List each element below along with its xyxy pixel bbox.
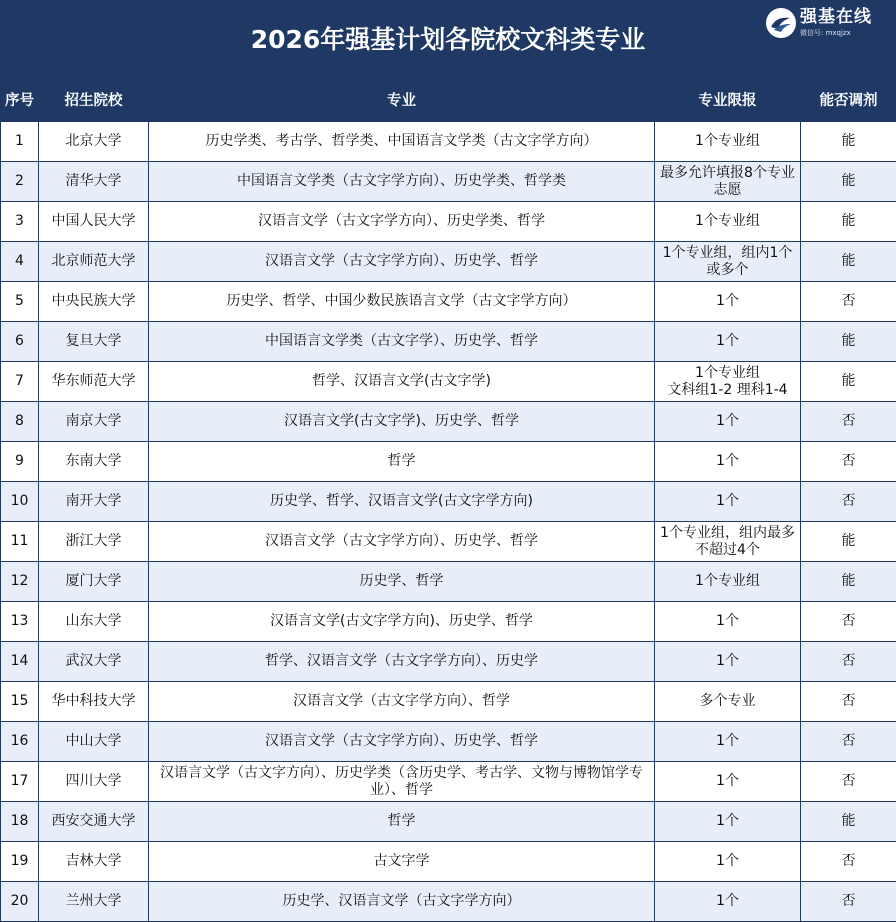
cell-limit: 1个 — [655, 602, 801, 642]
cell-adjust: 能 — [801, 322, 896, 362]
brand-logo — [766, 6, 888, 40]
cell-adjust: 能 — [801, 162, 896, 202]
cell-major: 哲学、汉语言文学(古文字学) — [149, 362, 655, 402]
cell-no: 14 — [1, 642, 39, 682]
cell-no: 4 — [1, 242, 39, 282]
cell-limit: 1个 — [655, 802, 801, 842]
table-row — [1, 362, 896, 402]
header-limit: 专业限报 — [655, 81, 801, 122]
cell-limit: 1个 — [655, 322, 801, 362]
cell-no: 5 — [1, 282, 39, 322]
cell-adjust: 否 — [801, 402, 896, 442]
table-row — [1, 322, 896, 362]
cell-adjust: 能 — [801, 122, 896, 162]
table-row — [1, 562, 896, 602]
cell-limit: 1个专业组 文科组1-2 理科1-4 — [655, 362, 801, 402]
cell-school: 中山大学 — [39, 722, 149, 762]
cell-school: 北京师范大学 — [39, 242, 149, 282]
table-row — [1, 882, 896, 922]
cell-school: 南京大学 — [39, 402, 149, 442]
cell-major: 汉语言文学（古文字方向）、历史学类（含历史学、考古学、文物与博物馆学专业）、哲学 — [149, 762, 655, 802]
cell-limit: 1个专业组，组内最多不超过4个 — [655, 522, 801, 562]
wave-icon — [766, 8, 796, 38]
table-row — [1, 842, 896, 882]
cell-limit: 1个 — [655, 402, 801, 442]
cell-major: 历史学、哲学、中国少数民族语言文学（古文字学方向） — [149, 282, 655, 322]
cell-adjust: 否 — [801, 882, 896, 922]
cell-no: 17 — [1, 762, 39, 802]
cell-school: 浙江大学 — [39, 522, 149, 562]
cell-no: 15 — [1, 682, 39, 722]
table-row — [1, 522, 896, 562]
cell-adjust: 能 — [801, 362, 896, 402]
cell-limit: 1个专业组 — [655, 122, 801, 162]
table-header-row — [1, 81, 896, 122]
header-school: 招生院校 — [39, 81, 149, 122]
cell-school: 中央民族大学 — [39, 282, 149, 322]
cell-major: 历史学、哲学 — [149, 562, 655, 602]
table-row — [1, 162, 896, 202]
table-row — [1, 402, 896, 442]
cell-limit: 1个 — [655, 442, 801, 482]
cell-limit: 1个 — [655, 722, 801, 762]
cell-adjust: 能 — [801, 802, 896, 842]
cell-major: 中国语言文学类（古文字学）、历史学、哲学 — [149, 322, 655, 362]
cell-limit: 1个专业组 — [655, 202, 801, 242]
cell-school: 东南大学 — [39, 442, 149, 482]
page-title: 2026年强基计划各院校文科类专业 — [0, 0, 896, 80]
cell-school: 华东师范大学 — [39, 362, 149, 402]
cell-adjust: 能 — [801, 202, 896, 242]
cell-limit: 1个 — [655, 642, 801, 682]
table-row — [1, 602, 896, 642]
cell-no: 8 — [1, 402, 39, 442]
cell-major: 汉语言文学（古文字学方向）、历史学类、哲学 — [149, 202, 655, 242]
cell-adjust: 否 — [801, 482, 896, 522]
cell-limit: 1个 — [655, 282, 801, 322]
header-adjust: 能否调剂 — [801, 81, 896, 122]
cell-school: 吉林大学 — [39, 842, 149, 882]
majors-table — [0, 80, 896, 922]
cell-major: 汉语言文学（古文字学方向）、历史学、哲学 — [149, 522, 655, 562]
cell-major: 历史学、哲学、汉语言文学(古文字学方向) — [149, 482, 655, 522]
table-row — [1, 242, 896, 282]
header-major: 专业 — [149, 81, 655, 122]
cell-major: 历史学、汉语言文学（古文字学方向） — [149, 882, 655, 922]
cell-no: 19 — [1, 842, 39, 882]
table-row — [1, 762, 896, 802]
cell-major: 汉语言文学（古文字学方向）、哲学 — [149, 682, 655, 722]
cell-major: 汉语言文学（古文字学方向）、历史学、哲学 — [149, 242, 655, 282]
cell-adjust: 否 — [801, 682, 896, 722]
cell-adjust: 否 — [801, 282, 896, 322]
table-row — [1, 802, 896, 842]
cell-limit: 多个专业 — [655, 682, 801, 722]
logo-name: 强基在线 — [800, 6, 890, 28]
cell-school: 复旦大学 — [39, 322, 149, 362]
cell-no: 7 — [1, 362, 39, 402]
logo-wechat-id: 微信号: mxqjzx — [800, 28, 890, 38]
cell-school: 山东大学 — [39, 602, 149, 642]
table-row — [1, 482, 896, 522]
cell-school: 兰州大学 — [39, 882, 149, 922]
cell-school: 北京大学 — [39, 122, 149, 162]
cell-no: 11 — [1, 522, 39, 562]
cell-school: 西安交通大学 — [39, 802, 149, 842]
cell-no: 20 — [1, 882, 39, 922]
cell-school: 南开大学 — [39, 482, 149, 522]
header-no: 序号 — [1, 81, 39, 122]
cell-no: 16 — [1, 722, 39, 762]
cell-major: 中国语言文学类（古文字学方向）、历史学类、哲学类 — [149, 162, 655, 202]
cell-limit: 1个专业组 — [655, 562, 801, 602]
cell-no: 6 — [1, 322, 39, 362]
cell-major: 哲学、汉语言文学（古文字学方向）、历史学 — [149, 642, 655, 682]
cell-no: 13 — [1, 602, 39, 642]
cell-no: 18 — [1, 802, 39, 842]
cell-adjust: 否 — [801, 642, 896, 682]
cell-major: 汉语言文学(古文字学)、历史学、哲学 — [149, 402, 655, 442]
table-row — [1, 282, 896, 322]
cell-no: 10 — [1, 482, 39, 522]
cell-school: 厦门大学 — [39, 562, 149, 602]
cell-adjust: 否 — [801, 762, 896, 802]
table-row — [1, 682, 896, 722]
cell-major: 汉语言文学（古文字学方向）、历史学、哲学 — [149, 722, 655, 762]
cell-school: 四川大学 — [39, 762, 149, 802]
table-row — [1, 722, 896, 762]
cell-no: 1 — [1, 122, 39, 162]
table-row — [1, 202, 896, 242]
cell-major: 汉语言文学(古文字学方向)、历史学、哲学 — [149, 602, 655, 642]
cell-limit: 1个 — [655, 882, 801, 922]
cell-adjust: 能 — [801, 242, 896, 282]
cell-no: 2 — [1, 162, 39, 202]
cell-major: 历史学类、考古学、哲学类、中国语言文学类（古文字学方向） — [149, 122, 655, 162]
cell-no: 3 — [1, 202, 39, 242]
cell-major: 哲学 — [149, 802, 655, 842]
cell-limit: 1个 — [655, 762, 801, 802]
cell-adjust: 否 — [801, 842, 896, 882]
cell-adjust: 能 — [801, 562, 896, 602]
cell-limit: 1个 — [655, 482, 801, 522]
table-row — [1, 642, 896, 682]
cell-no: 12 — [1, 562, 39, 602]
cell-limit: 最多允许填报8个专业志愿 — [655, 162, 801, 202]
cell-no: 9 — [1, 442, 39, 482]
table-row — [1, 122, 896, 162]
cell-adjust: 能 — [801, 522, 896, 562]
cell-adjust: 否 — [801, 602, 896, 642]
cell-major: 哲学 — [149, 442, 655, 482]
cell-limit: 1个 — [655, 842, 801, 882]
cell-school: 武汉大学 — [39, 642, 149, 682]
cell-major: 古文字学 — [149, 842, 655, 882]
cell-adjust: 否 — [801, 442, 896, 482]
cell-limit: 1个专业组，组内1个或多个 — [655, 242, 801, 282]
table-row — [1, 442, 896, 482]
cell-school: 华中科技大学 — [39, 682, 149, 722]
cell-school: 清华大学 — [39, 162, 149, 202]
cell-school: 中国人民大学 — [39, 202, 149, 242]
cell-adjust: 否 — [801, 722, 896, 762]
